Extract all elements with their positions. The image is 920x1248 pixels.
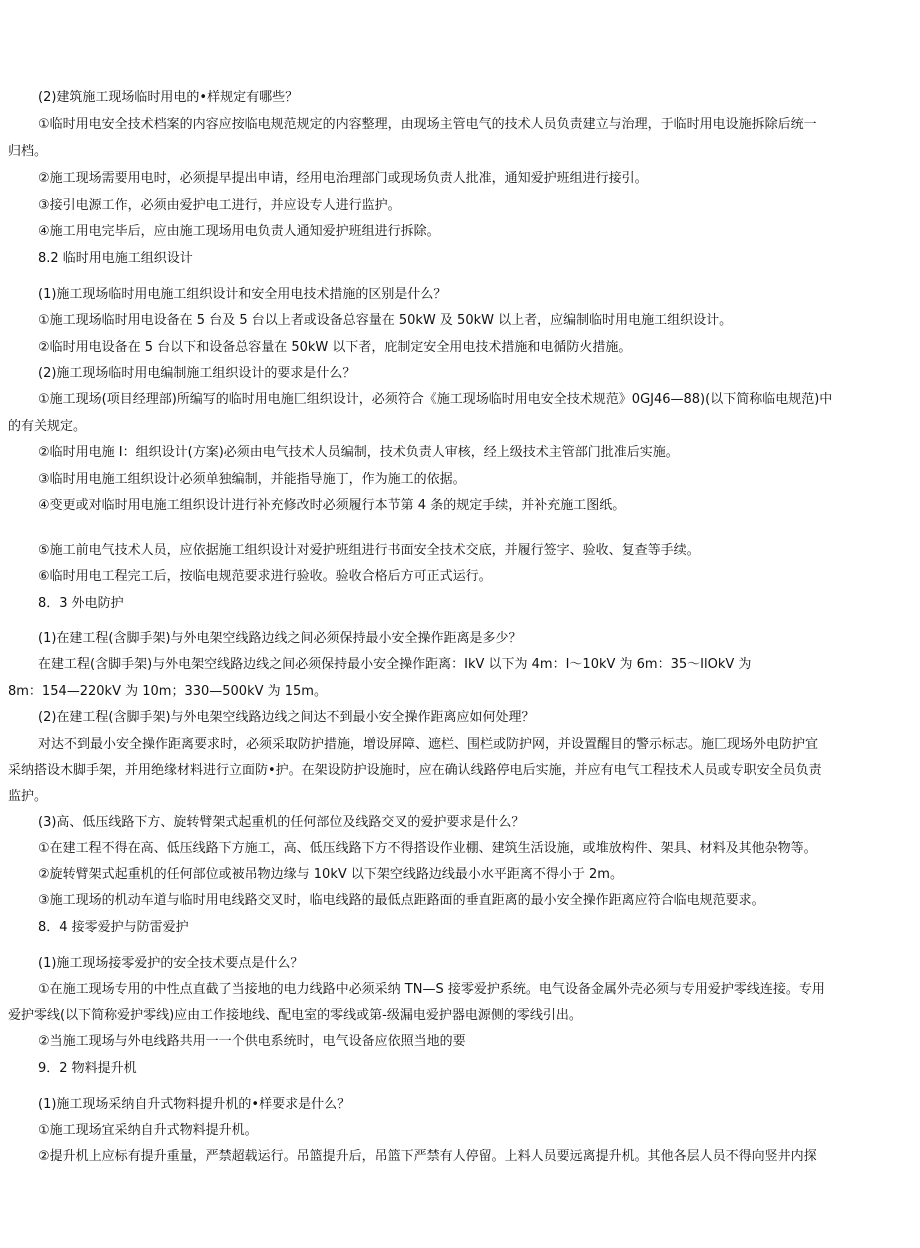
- text-line: ②临时用电设备在 5 台以下和设备总容量在 50kW 以下者，庇制定安全用电技术措施和电循防火措施。: [38, 340, 632, 355]
- section-heading: 9．2 物料提升机: [38, 1061, 137, 1076]
- text-line: 8m：154—220kV 为 10m；330—500kV 为 15m。: [8, 684, 327, 699]
- text-line: ①在建工程不得在高、低压线路下方施工，高、低压线路下方不得搭设作业棚、建筑生活设施，或堆放构件、架具、材料及其他杂物等。: [38, 841, 817, 856]
- text-line: (3)高、低压线路下方、旋转臂架式起重机的任何部位及线路交叉的爱护要求是什么？: [38, 815, 525, 830]
- text-line: ④变更或对临时用电施工组织设计进行补充修改时必须履行本节第 4 条的规定手续，并补充施工图纸。: [38, 498, 626, 513]
- text-line: (2)建筑施工现场临时用电的•样规定有哪些？: [38, 90, 299, 105]
- text-line: ②提升机上应标有提升重量，严禁超载运行。吊篮提升后，吊篮下严禁有人停留。上料人员要远离提升机。其他各层人员不得向竖井内探: [38, 1149, 817, 1164]
- text-line: ③临时用电施工组织设计必须单独编制，并能指导施丁，作为施工的依据。: [38, 472, 466, 487]
- text-line: ①施工现场临时用电设备在 5 台及 5 台以上者或设备总容量在 50kW 及 50kW 以上者，应编制临时用电施工组织设计。: [38, 313, 733, 328]
- text-line: (2)施工现场临时用电编制施工组织设计的要求是什么？: [38, 366, 356, 381]
- text-line: ①施工现场(项目经理部)所编写的临时用电施匚组织设计，必须符合《施工现场临时用电安全技术规范》0GJ46—88)(以下简称临电规范)中: [38, 392, 833, 407]
- text-line: ②旋转臂架式起重机的任何部位或被吊物边缘与 10kV 以下架空线路边线最小水平距离不得小于 2m。: [38, 867, 623, 882]
- text-line: (2)在建工程(含脚手架)与外电架空线路边线之间达不到最小安全操作距离应如何处理？: [38, 710, 535, 725]
- text-line: 在建工程(含脚手架)与外电架空线路边线之间必须保持最小安全操作距离：IkV 以下为 4m：I〜10kV 为 6m：35〜IlOkV 为: [38, 657, 752, 672]
- text-line: ①在施工现场专用的中性点直截了当接地的电力线路中必须采纳 TN—S 接零爱护系统。电气设备金属外壳必须与专用爱护零线连接。专用: [38, 982, 825, 997]
- text-line: (1)在建工程(含脚手架)与外电架空线路边线之间必须保持最小安全操作距离是多少？: [38, 631, 522, 646]
- text-line: 采纳搭设木脚手架，并用绝缘材料进行立面防•护。在架设防护设施时，应在确认线路停电后实施，并应有电气工程技术人员或专职安全员负责: [8, 763, 822, 778]
- text-line: ①临时用电安全技术档案的内容应按临电规范规定的内容整理，由现场主管电气的技术人员负责建立与治理，于临时用电设施拆除后统一: [38, 117, 817, 132]
- text-line: ⑥临时用电工程完工后，按临电规范要求进行验收。验收合格后方可正式运行。: [38, 569, 492, 584]
- text-line: 的有关规定。: [8, 419, 87, 434]
- text-line: ⑤施工前电气技术人员，应依据施工组织设计对爱护班组进行书面安全技术交底，并履行签字、验收、复查等手续。: [38, 543, 700, 558]
- text-line: 对达不到最小安全操作距离要求时，必须采取防护措施，增设屏障、遮栏、围栏或防护网，并设置醒目的警示标志。施匚现场外电防护宜: [38, 737, 819, 752]
- text-line: (1)施工现场临时用电施工组织设计和安全用电技术措施的区别是什么？: [38, 287, 447, 302]
- text-line: 爱护零线(以下简称爱护零线)应由工作接地线、配电室的零线或第-级漏电爱护器电源侧的零线引出。: [8, 1008, 582, 1023]
- text-line: 归档。: [8, 144, 48, 159]
- text-line: (1)施工现场接零爱护的安全技术要点是什么？: [38, 956, 304, 971]
- text-line: 监护。: [8, 789, 48, 804]
- text-line: ②当施工现场与外电线路共用一一个供电系统时，电气设备应依照当地的要: [38, 1034, 466, 1049]
- text-line: ②临时用电施 I：组织设计(方案)必须由电气技术人员编制，技术负责人审核，经上级技术主管部门批准后实施。: [38, 445, 679, 460]
- section-heading: 8．4 接零爱护与防雷爱护: [38, 920, 189, 935]
- section-heading: 8．3 外电防护: [38, 596, 124, 611]
- text-line: ④施工用电完毕后，应由施工现场用电负责人通知爱护班组进行拆除。: [38, 224, 440, 239]
- text-line: ①施工现场宜采纳自升式物料提升机。: [38, 1123, 258, 1138]
- section-heading: 8.2 临时用电施工组织设计: [38, 251, 193, 266]
- text-line: ③施工现场的机动车道与临时用电线路交叉时，临电线路的最低点距路面的垂直距离的最小安全操作距离应符合临电规范要求。: [38, 893, 765, 908]
- text-line: ③接引电源工作，必须由爱护电工进行，并应设专人进行监护。: [38, 198, 401, 213]
- text-line: ②施工现场需要用电时，必须提早提出申请，经用电治理部门或现场负责人批准，通知爱护班组进行接引。: [38, 171, 648, 186]
- text-line: (1)施工现场采纳自升式物料提升机的•样要求是什么？: [38, 1097, 351, 1112]
